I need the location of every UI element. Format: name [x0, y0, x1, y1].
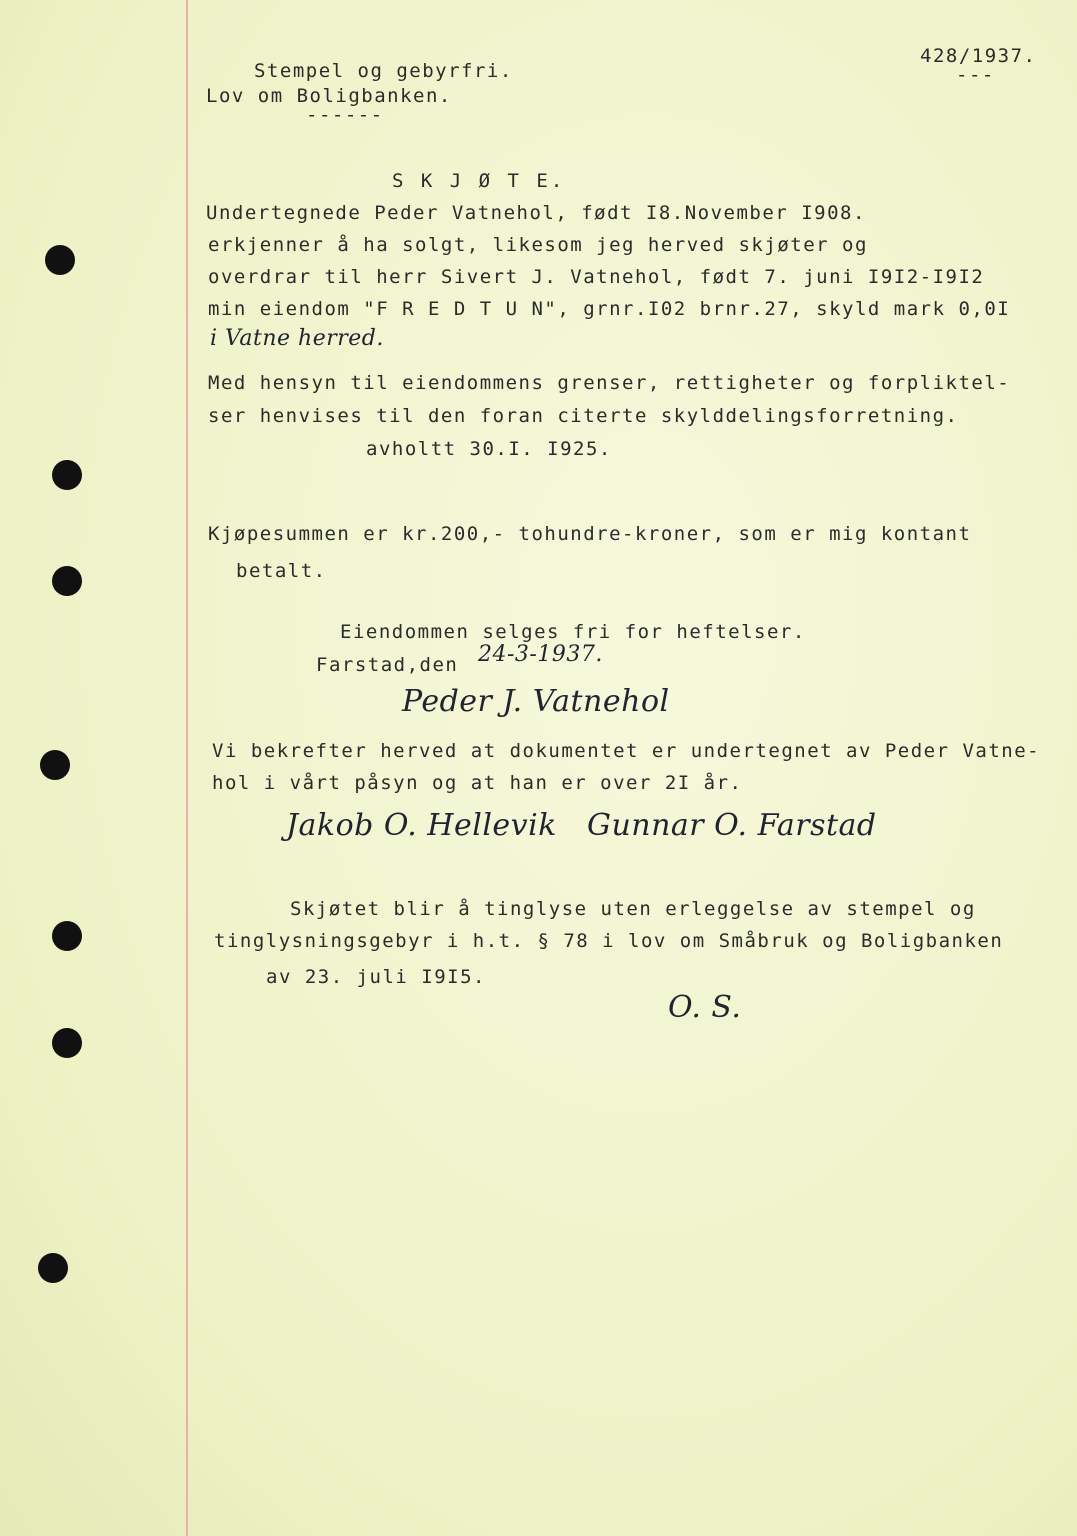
registration-note-line: av 23. juli I9I5. [266, 966, 486, 988]
encumbrance-line: Eiendommen selges fri for heftelser. [340, 621, 806, 643]
punch-hole [52, 566, 82, 596]
margin-line [186, 0, 188, 1536]
property-line: min eiendom "F R E D T U N", grnr.I02 brnr.27, skyld mark 0,0I [208, 298, 1011, 320]
handwritten-date: 24-3-1937. [478, 642, 603, 667]
witness-confirmation-line: Vi bekrefter herved at dokumentet er undertegnet av Peder Vatne- [212, 740, 1041, 762]
body-line: overdrar til herr Sivert J. Vatnehol, født 7. juni I9I2-I9I2 [208, 266, 985, 288]
document-title: S K J Ø T E. [392, 170, 566, 192]
seller-signature: Peder J. Vatnehol [402, 684, 670, 719]
witness-signatures: Jakob O. Hellevik Gunnar O. Farstad [286, 808, 877, 843]
witness-confirmation-line: hol i vårt påsyn og at han er over 2I år. [212, 772, 743, 794]
body-line: erkjenner å ha solgt, likesom jeg herved skjøter og [208, 234, 868, 256]
place-date-label: Farstad,den [316, 654, 459, 676]
registration-note-line: Skjøtet blir å tinglyse uten erleggelse av stempel og [290, 898, 976, 920]
handwritten-municipality: i Vatne herred. [210, 326, 384, 351]
initials-signature: O. S. [668, 990, 742, 1025]
law-reference-line: Lov om Boligbanken. [206, 85, 452, 107]
body-line: Med hensyn til eiendommens grenser, rettigheter og forpliktel- [208, 372, 1011, 394]
purchase-price-line: Kjøpesummen er kr.200,- tohundre-kroner, som er mig kontant [208, 523, 972, 545]
document-number-underline: --- [956, 64, 995, 86]
punch-hole [40, 750, 70, 780]
body-line: betalt. [236, 560, 327, 582]
stamp-exempt-line: Stempel og gebyrfri. [254, 60, 513, 82]
punch-hole [38, 1253, 68, 1283]
registration-note-line: tinglysningsgebyr i h.t. § 78 i lov om Småbruk og Boligbanken [214, 930, 1004, 952]
body-line: avholtt 30.I. I925. [366, 438, 612, 460]
punch-hole [52, 921, 82, 951]
punch-hole [52, 460, 82, 490]
document-number: 428/1937. [920, 45, 1037, 67]
punch-hole [52, 1028, 82, 1058]
body-line: Undertegnede Peder Vatnehol, født I8.November I908. [206, 202, 866, 224]
body-line: ser henvises til den foran citerte skylddelingsforretning. [208, 405, 959, 427]
header-underline: ------ [306, 104, 384, 126]
punch-hole [45, 245, 75, 275]
